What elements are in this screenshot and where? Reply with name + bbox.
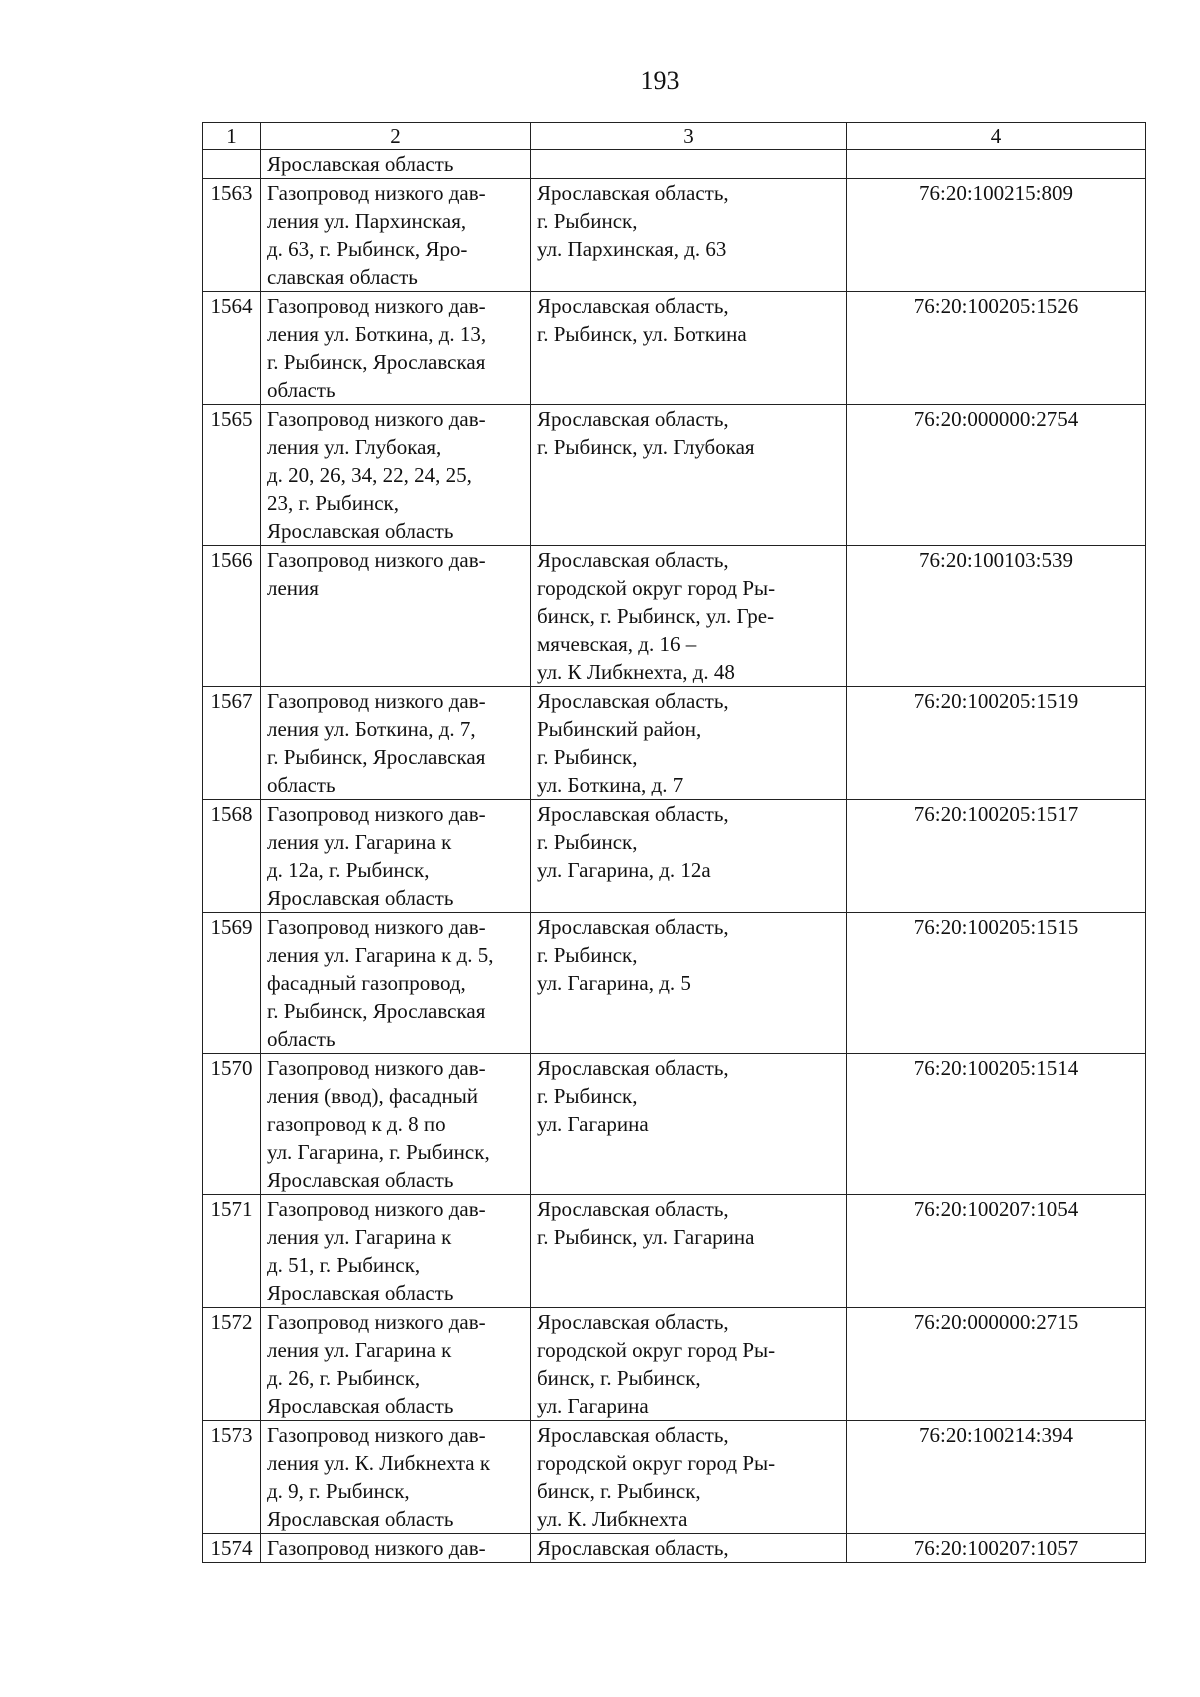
table-row — [203, 292, 1146, 405]
cadastral-number-cell: 76:20:100205:1519 — [847, 687, 1146, 800]
address-cell: Ярославская область, г. Рыбинск, ул. Гагарина — [531, 1054, 847, 1195]
continuation-row — [203, 150, 1146, 179]
address-cell: Ярославская область, г. Рыбинск, ул. Пархинская, д. 63 — [531, 179, 847, 292]
column-number-2: 2 — [261, 123, 531, 150]
object-name-cell: Газопровод низкого дав- ления ул. Глубокая, д. 20, 26, 34, 22, 24, 25, 23, г. Рыбинск, Ярославская область — [261, 405, 531, 546]
row-number-cell: 1564 — [203, 292, 261, 405]
row-number-cell: 1567 — [203, 687, 261, 800]
continuation-address-cell — [531, 150, 847, 179]
column-number-3: 3 — [531, 123, 847, 150]
cadastral-number-cell: 76:20:100207:1057 — [847, 1534, 1146, 1563]
object-name-cell: Газопровод низкого дав- ления ул. Боткина, д. 7, г. Рыбинск, Ярославская область — [261, 687, 531, 800]
object-name-cell: Газопровод низкого дав- ления — [261, 546, 531, 687]
object-name-cell: Газопровод низкого дав- — [261, 1534, 531, 1563]
cadastral-number-cell: 76:20:100103:539 — [847, 546, 1146, 687]
continuation-cadastral-cell — [847, 150, 1146, 179]
address-cell: Ярославская область, г. Рыбинск, ул. Боткина — [531, 292, 847, 405]
cadastral-number-cell: 76:20:000000:2715 — [847, 1308, 1146, 1421]
table-row — [203, 1054, 1146, 1195]
address-cell: Ярославская область, городской округ город Ры- бинск, г. Рыбинск, ул. Гре- мячевская, д. 16 – ул. К Либкнехта, д. 48 — [531, 546, 847, 687]
row-number-cell: 1572 — [203, 1308, 261, 1421]
column-number-4: 4 — [847, 123, 1146, 150]
object-name-cell: Газопровод низкого дав- ления ул. Гагарина к д. 12а, г. Рыбинск, Ярославская область — [261, 800, 531, 913]
row-number-cell: 1563 — [203, 179, 261, 292]
object-name-cell: Газопровод низкого дав- ления ул. Пархинская, д. 63, г. Рыбинск, Яро- славская область — [261, 179, 531, 292]
continuation-name-cell: Ярославская область — [261, 150, 531, 179]
address-cell: Ярославская область, городской округ город Ры- бинск, г. Рыбинск, ул. Гагарина — [531, 1308, 847, 1421]
row-number-cell: 1570 — [203, 1054, 261, 1195]
table-row — [203, 1534, 1146, 1563]
table-row — [203, 546, 1146, 687]
object-name-cell: Газопровод низкого дав- ления ул. Гагарина к д. 26, г. Рыбинск, Ярославская область — [261, 1308, 531, 1421]
table-row — [203, 1195, 1146, 1308]
table-row — [203, 1421, 1146, 1534]
row-number-cell: 1571 — [203, 1195, 261, 1308]
table-row — [203, 687, 1146, 800]
address-cell: Ярославская область, Рыбинский район, г. Рыбинск, ул. Боткина, д. 7 — [531, 687, 847, 800]
row-number-cell: 1573 — [203, 1421, 261, 1534]
cadastral-number-cell: 76:20:100214:394 — [847, 1421, 1146, 1534]
address-cell: Ярославская область, г. Рыбинск, ул. Гагарина — [531, 1195, 847, 1308]
object-name-cell: Газопровод низкого дав- ления ул. Боткина, д. 13, г. Рыбинск, Ярославская область — [261, 292, 531, 405]
column-number-1: 1 — [203, 123, 261, 150]
cadastral-number-cell: 76:20:100205:1515 — [847, 913, 1146, 1054]
address-cell: Ярославская область, городской округ город Ры- бинск, г. Рыбинск, ул. К. Либкнехта — [531, 1421, 847, 1534]
row-number-cell: 1569 — [203, 913, 261, 1054]
object-name-cell: Газопровод низкого дав- ления ул. К. Либкнехта к д. 9, г. Рыбинск, Ярославская область — [261, 1421, 531, 1534]
row-number-cell: 1568 — [203, 800, 261, 913]
continuation-num-cell — [203, 150, 261, 179]
address-cell: Ярославская область, — [531, 1534, 847, 1563]
table-row — [203, 913, 1146, 1054]
table-row — [203, 405, 1146, 546]
cadastral-number-cell: 76:20:100205:1517 — [847, 800, 1146, 913]
column-number-row — [203, 123, 1146, 150]
address-cell: Ярославская область, г. Рыбинск, ул. Гагарина, д. 5 — [531, 913, 847, 1054]
table-row — [203, 179, 1146, 292]
address-cell: Ярославская область, г. Рыбинск, ул. Глубокая — [531, 405, 847, 546]
row-number-cell: 1566 — [203, 546, 261, 687]
row-number-cell: 1565 — [203, 405, 261, 546]
registry-table — [202, 122, 1146, 1563]
cadastral-number-cell: 76:20:100207:1054 — [847, 1195, 1146, 1308]
table-row — [203, 800, 1146, 913]
registry-table-body — [203, 123, 1146, 1563]
object-name-cell: Газопровод низкого дав- ления (ввод), фасадный газопровод к д. 8 по ул. Гагарина, г. Рыбинск, Ярославская область — [261, 1054, 531, 1195]
object-name-cell: Газопровод низкого дав- ления ул. Гагарина к д. 5, фасадный газопровод, г. Рыбинск, Ярославская область — [261, 913, 531, 1054]
page-number: 193 — [640, 66, 680, 95]
cadastral-number-cell: 76:20:100205:1514 — [847, 1054, 1146, 1195]
address-cell: Ярославская область, г. Рыбинск, ул. Гагарина, д. 12а — [531, 800, 847, 913]
cadastral-number-cell: 76:20:100205:1526 — [847, 292, 1146, 405]
table-row — [203, 1308, 1146, 1421]
row-number-cell: 1574 — [203, 1534, 261, 1563]
cadastral-number-cell: 76:20:000000:2754 — [847, 405, 1146, 546]
cadastral-number-cell: 76:20:100215:809 — [847, 179, 1146, 292]
object-name-cell: Газопровод низкого дав- ления ул. Гагарина к д. 51, г. Рыбинск, Ярославская область — [261, 1195, 531, 1308]
